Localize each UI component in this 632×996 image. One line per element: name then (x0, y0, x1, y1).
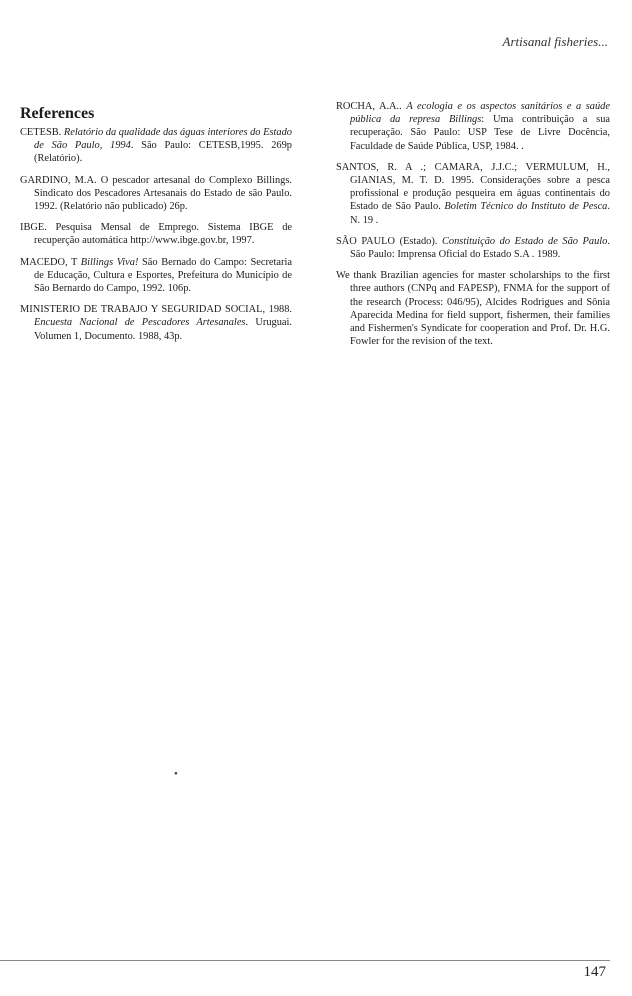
reference-entry (20, 174, 292, 214)
reference-entry (336, 100, 610, 153)
reference-tail: . São Paulo: CETESB,1995. 269p (Relatório). (34, 140, 292, 165)
reference-text: SANTOS, R. A .; CAMARA, J.J.C.; VERMULUM, H., GIANIAS, M. T. D. 1995. Considerações sobre a pesca profissional e produção pesqueira em águas continentais do Estado de São Paulo. (336, 161, 610, 213)
section-title: References (20, 105, 95, 122)
reference-text: IBGE. Pesquisa Mensal de Emprego. Sistema IBGE de recuperção automática http://www.ibge.gov.br, 1997. (20, 222, 292, 247)
reference-italic-title: Relatório da qualidade das águas interiores do Estado de São Paulo, 1994 (34, 127, 292, 152)
reference-italic-title: Boletim Técnico do Instituto de Pesca (444, 201, 608, 213)
acknowledgement: We thank Brazilian agencies for master scholarships to the first three authors (CNPq and FAPESP), FNMA for the support of the research (Process: 046/95), Alcides Rodrigues and Sônia Aparecida Medina for field support, fishermen, their families and Fishermen's Syndicate for cooperation and Prof. Dr. H.G. Fowler for the revision of the text. (336, 270, 610, 348)
running-head: Artisanal fisheries... (502, 34, 608, 49)
reference-text: SÃO PAULO (Estado). (336, 235, 442, 247)
reference-text: MINISTERIO DE TRABAJO Y SEGURIDAD SOCIAL, 1988. (20, 304, 292, 316)
references-list-right (336, 100, 610, 261)
reference-tail: São Bernado do Campo: Secretaria de Educação, Cultura e Esportes, Prefeitura do Município de São Bernardo do Campo, 1992. 106p. (34, 256, 292, 295)
reference-entry (20, 126, 292, 166)
reference-text: ROCHA, A.A.. (336, 101, 407, 112)
left-column (20, 100, 292, 351)
reference-italic-title: Encuesta Nacional de Pescadores Artesanales (34, 317, 246, 329)
reference-italic-title: Constituição do Estado de São Paulo (441, 235, 608, 247)
reference-tail: : Uma contribuição a sua recuperação. São Paulo: USP Tese de Livre Docência, Faculdade de Saúde Pública, USP, 1984. . (350, 114, 611, 152)
reference-entry (20, 303, 292, 343)
reference-text: GARDINO, M.A. O pescador artesanal do Complexo Billings. Sindicato dos Pescadores Artesanais do Estado de são Paulo. 1992. (Relatório não publicado) 26p. (20, 174, 292, 213)
page-number: 147 (583, 964, 606, 980)
reference-italic-title: Billings Viva! (80, 256, 139, 268)
reference-italic-title: A ecologia e os aspectos sanitários e a saúde pública da represa Billings (350, 101, 610, 126)
stray-mark: • (174, 768, 178, 780)
footer-rule (0, 960, 610, 961)
right-column (336, 100, 610, 348)
reference-text: CETESB. (20, 127, 64, 138)
reference-tail: . Uruguai. Volumen 1, Documento. 1988, 43p. (34, 317, 293, 342)
reference-entry (20, 256, 292, 296)
references-list-left (20, 126, 292, 343)
reference-entry (20, 221, 292, 247)
reference-tail: . São Paulo: Imprensa Oficial do Estado S.A . 1989. (350, 235, 610, 261)
reference-text: MACEDO, T (20, 256, 81, 268)
reference-entry (336, 161, 610, 227)
reference-entry (336, 235, 610, 261)
reference-tail: . N. 19 . (350, 201, 610, 226)
